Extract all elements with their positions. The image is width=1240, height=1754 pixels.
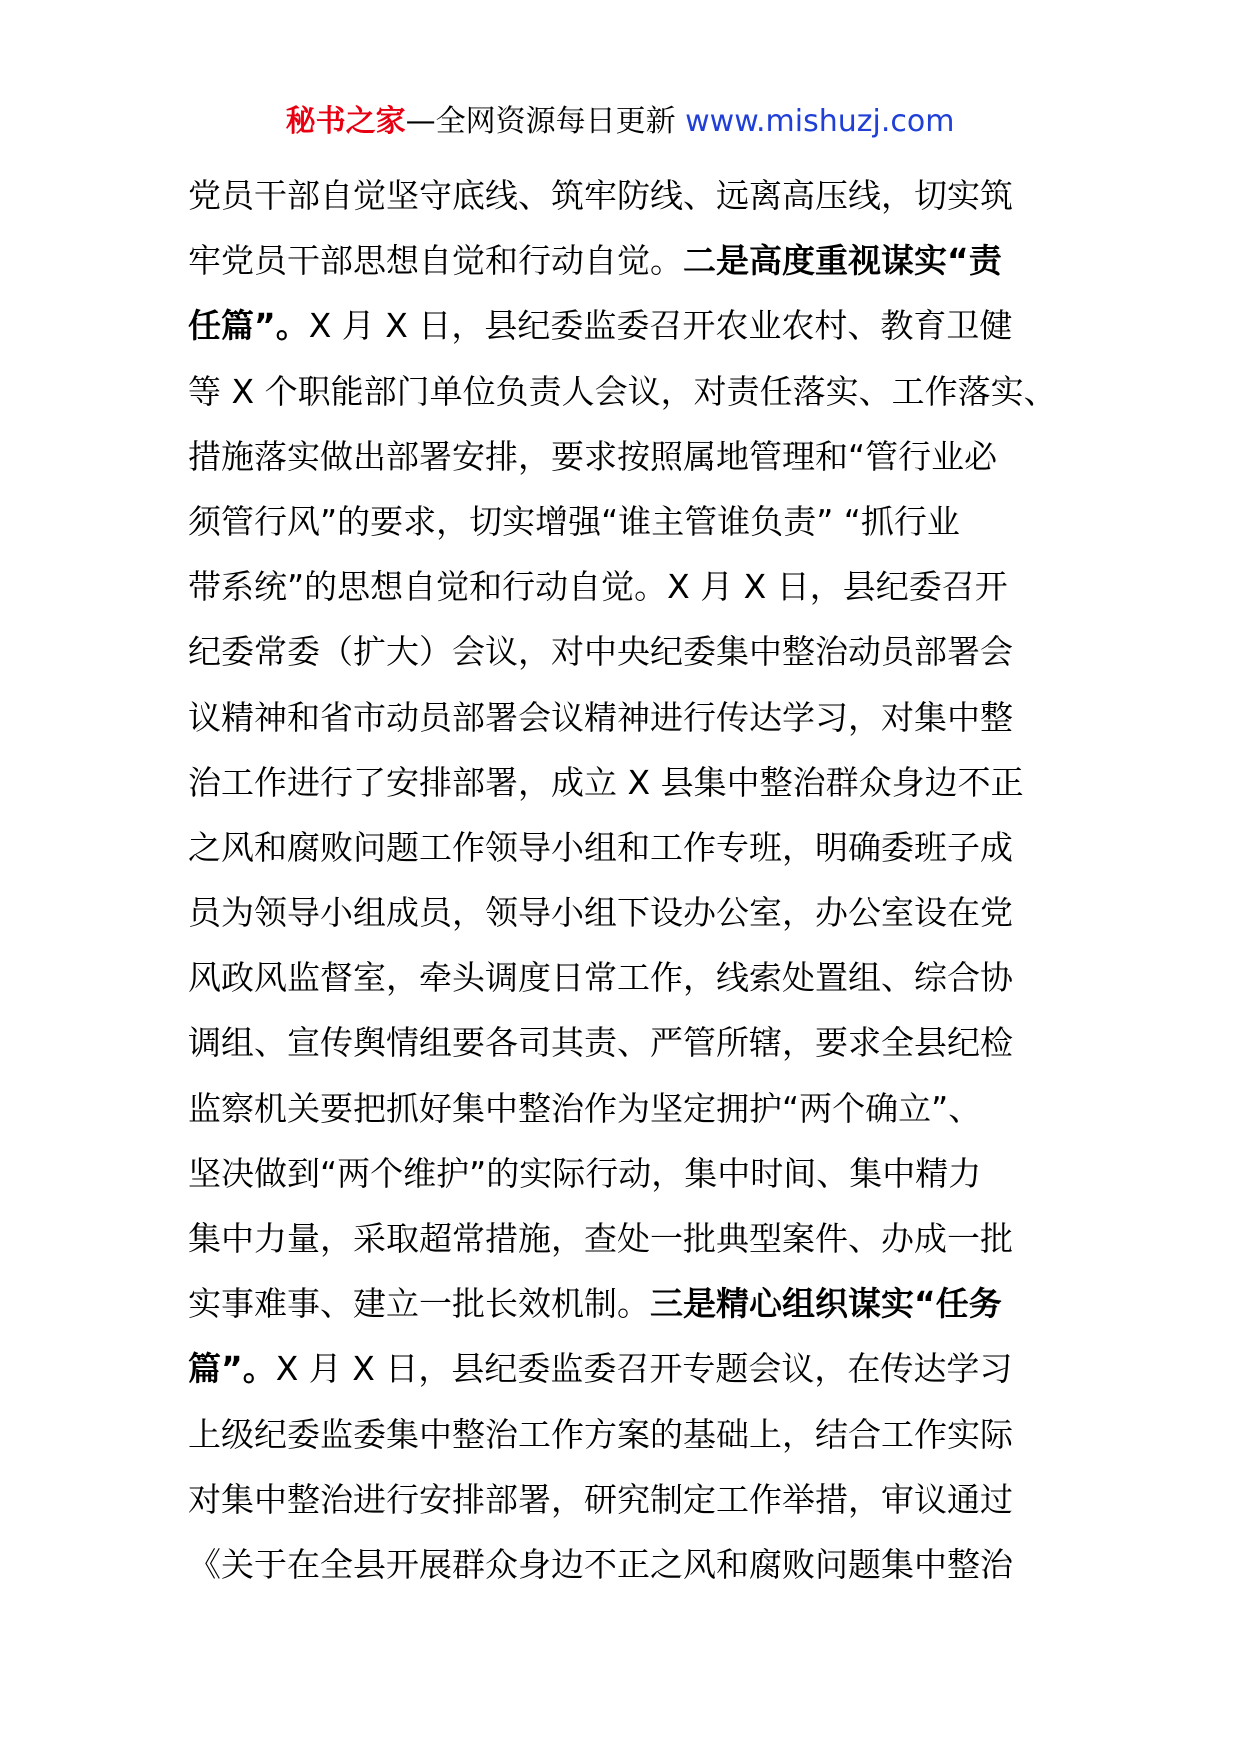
text-segment: 治工作进行了安排部署，成立 X 县集中整治群众身边不正	[188, 762, 1024, 802]
text-line	[188, 1271, 1068, 1336]
header-tagline: —全网资源每日更新	[405, 104, 686, 139]
document-body	[188, 163, 1068, 1597]
text-segment: 实事难事、建立一批长效机制。	[188, 1284, 650, 1324]
text-segment: 调组、宣传舆情组要各司其责、严管所辖，要求全县纪检	[188, 1023, 1013, 1063]
text-line	[188, 1010, 1068, 1075]
site-url-link[interactable]: www.mishuzj.com	[685, 104, 955, 139]
text-line	[188, 619, 1068, 684]
text-segment: 集中力量，采取超常措施，查处一批典型案件、办成一批	[188, 1219, 1013, 1258]
text-line	[188, 554, 1068, 619]
text-segment: 措施落实做出部署安排，要求按照属地管理和“管行业必	[188, 436, 998, 476]
text-segment: 之风和腐败问题工作领导小组和工作专班，明确委班子成	[188, 827, 1013, 867]
text-line	[188, 163, 1068, 228]
text-line	[188, 489, 1068, 554]
text-segment: 风政风监督室，牵头调度日常工作，线索处置组、综合协	[188, 958, 1013, 998]
text-segment: 议精神和省市动员部署会议精神进行传达学习，对集中整	[188, 697, 1013, 737]
text-line	[188, 685, 1068, 750]
text-segment: X 月 X 日，县纪委监委召开农业农村、教育卫健	[308, 306, 1013, 346]
text-segment: 带系统”的思想自觉和行动自觉。X 月 X 日，县纪委召开	[188, 567, 1008, 607]
text-line	[188, 1141, 1068, 1206]
text-line	[188, 815, 1068, 880]
text-segment: 员为领导小组成员，领导小组下设办公室，办公室设在党	[188, 893, 1013, 933]
text-line	[188, 945, 1068, 1010]
text-segment: 监察机关要把抓好集中整治作为坚定拥护“两个确立”、	[188, 1088, 982, 1128]
text-line	[188, 424, 1068, 489]
bold-heading-segment: 二是高度重视谋实“责	[683, 241, 1002, 281]
text-line	[188, 1467, 1068, 1532]
text-line	[188, 293, 1068, 358]
text-segment: 须管行风”的要求，切实增强“谁主管谁负责” “抓行业	[188, 501, 960, 541]
brand-name: 秘书之家	[285, 104, 406, 139]
text-line	[188, 1206, 1068, 1271]
text-line	[188, 880, 1068, 945]
text-segment: 等 X 个职能部门单位负责人会议，对责任落实、工作落实、	[188, 371, 1057, 411]
text-line	[188, 359, 1068, 424]
text-segment: X 月 X 日，县纪委监委召开专题会议，在传达学习	[275, 1349, 1013, 1389]
text-line	[188, 750, 1068, 815]
text-line	[188, 1336, 1068, 1401]
text-line	[188, 228, 1068, 293]
text-line	[188, 1076, 1068, 1141]
text-segment: 对集中整治进行安排部署，研究制定工作举措，审议通过	[188, 1479, 1013, 1519]
text-segment: 《关于在全县开展群众身边不正之风和腐败问题集中整治	[188, 1544, 1013, 1584]
bold-heading-segment: 三是精心组织谋实“任务	[650, 1284, 1002, 1324]
bold-heading-segment: 任篇”。	[188, 306, 309, 346]
text-line	[188, 1402, 1068, 1467]
text-segment: 上级纪委监委集中整治工作方案的基础上，结合工作实际	[188, 1414, 1013, 1454]
text-segment: 党员干部自觉坚守底线、筑牢防线、远离高压线，切实筑	[188, 176, 1013, 215]
text-line	[188, 1532, 1068, 1597]
text-segment: 牢党员干部思想自觉和行动自觉。	[188, 241, 683, 281]
page-header	[0, 100, 1240, 144]
text-segment: 纪委常委（扩大）会议，对中央纪委集中整治动员部署会	[188, 632, 1013, 672]
bold-heading-segment: 篇”。	[188, 1349, 276, 1389]
text-segment: 坚决做到“两个维护”的实际行动，集中时间、集中精力	[188, 1153, 982, 1193]
